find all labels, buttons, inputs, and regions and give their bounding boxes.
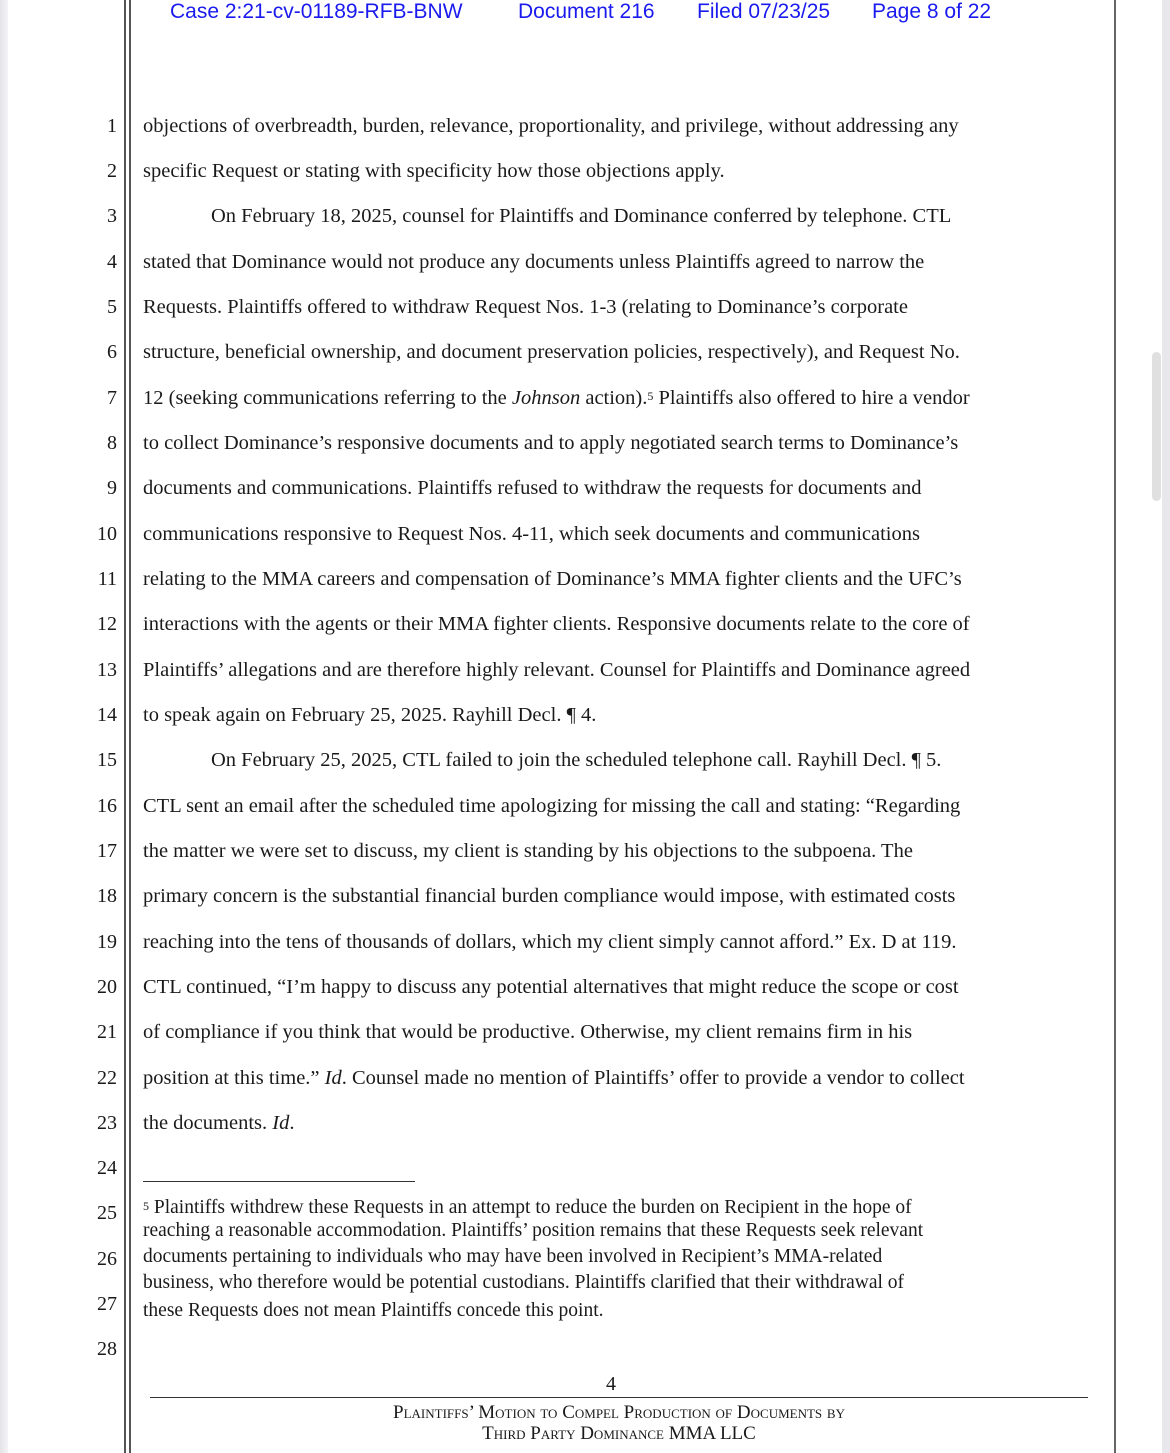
text-run: Plaintiffs also offered to hire a vendor (653, 387, 970, 409)
footnote-line: these Requests does not mean Plaintiffs concede this point. (143, 1300, 604, 1321)
text-run: . Counsel made no mention of Plaintiffs’ offer to provide a vendor to collect (341, 1067, 965, 1089)
viewer-left-gutter (0, 0, 8, 1453)
line-number: 4 (107, 251, 117, 273)
text-run: Plaintiffs withdrew these Requests in an attempt to reduce the burden on Recipient in the hope of (149, 1197, 912, 1218)
citation-italic: Id (272, 1112, 290, 1134)
text-run: 12 (seeking communications referring to the (143, 387, 512, 409)
line-number: 21 (97, 1021, 117, 1043)
page-margin-rule (124, 0, 126, 1453)
case-name-italic: Johnson (511, 387, 581, 409)
body-line: communications responsive to Request Nos. 4-11, which seek documents and communications (143, 523, 920, 545)
page-margin-rule-right (1114, 0, 1116, 1453)
paragraph-start: On February 18, 2025, counsel for Plaintiffs and Dominance conferred by telephone. CTL (211, 205, 952, 227)
line-number: 17 (97, 840, 117, 862)
body-line: objections of overbreadth, burden, relevance, proportionality, and privilege, without addressing any (143, 115, 959, 137)
line-number: 23 (97, 1112, 117, 1134)
footer-title-line: Third Party Dominance MMA LLC (482, 1423, 756, 1444)
line-number: 13 (97, 659, 117, 681)
line-number: 19 (97, 931, 117, 953)
body-line: the matter we were set to discuss, my client is standing by his objections to the subpoena. The (143, 840, 913, 862)
footnote-line: reaching a reasonable accommodation. Plaintiffs’ position remains that these Requests seek relevant (143, 1220, 924, 1241)
line-number: 20 (97, 976, 117, 998)
body-line: specific Request or stating with specificity how those objections apply. (143, 160, 725, 182)
body-line: CTL continued, “I’m happy to discuss any potential alternatives that might reduce the scope or cost (143, 976, 959, 998)
body-line (143, 1066, 965, 1090)
line-number: 27 (97, 1293, 117, 1315)
line-number: 5 (107, 296, 117, 318)
text-run: position at this time.” (143, 1067, 325, 1089)
body-line: to speak again on February 25, 2025. Rayhill Decl. ¶ 4. (143, 704, 597, 726)
page-indicator: Page 8 of 22 (872, 0, 992, 23)
page-margin-rule (129, 0, 131, 1453)
body-line: relating to the MMA careers and compensation of Dominance’s MMA fighter clients and the UFC’s (143, 568, 962, 590)
line-number: 8 (107, 432, 117, 454)
body-line: documents and communications. Plaintiffs refused to withdraw the requests for documents and (143, 477, 922, 499)
body-line: interactions with the agents or their MMA fighter clients. Responsive documents relate to the core of (143, 613, 970, 635)
line-number: 14 (97, 704, 117, 726)
line-number: 25 (97, 1202, 117, 1224)
viewer-right-gutter (1162, 0, 1170, 1453)
text-run: . (289, 1112, 295, 1134)
line-number: 1 (107, 115, 117, 137)
document-number: Document 216 (518, 0, 655, 23)
line-number: 11 (97, 568, 117, 590)
line-number: 2 (107, 160, 117, 182)
line-number: 9 (107, 477, 117, 499)
body-line: Requests. Plaintiffs offered to withdraw Request Nos. 1-3 (relating to Dominance’s corporate (143, 296, 908, 318)
body-line: primary concern is the substantial financial burden compliance would impose, with estimated costs (143, 885, 956, 907)
body-line: to collect Dominance’s responsive documents and to apply negotiated search terms to Dominance’s (143, 432, 959, 454)
footnote-separator (143, 1181, 415, 1182)
citation-italic: Id (324, 1067, 342, 1089)
line-number: 22 (97, 1067, 117, 1089)
text-run: the documents. (143, 1112, 273, 1134)
body-line: CTL sent an email after the scheduled time apologizing for missing the call and stating: “Regarding (143, 795, 961, 817)
line-number: 18 (97, 885, 117, 907)
text-run: action). (580, 387, 648, 409)
body-line: reaching into the tens of thousands of dollars, which my client simply cannot afford.” Ex. D at 119. (143, 931, 957, 953)
footer-rule (150, 1397, 1088, 1398)
line-number: 28 (97, 1338, 117, 1360)
body-line (143, 1111, 294, 1135)
line-number: 16 (97, 795, 117, 817)
body-line: of compliance if you think that would be productive. Otherwise, my client remains firm in his (143, 1021, 913, 1043)
line-number: 24 (97, 1157, 117, 1179)
body-line: Plaintiffs’ allegations and are therefore highly relevant. Counsel for Plaintiffs and Dominance agreed (143, 659, 971, 681)
footnote-reference[interactable]: 5 (647, 389, 654, 403)
filed-date: Filed 07/23/25 (697, 0, 831, 23)
body-line (143, 386, 970, 410)
line-number: 6 (107, 341, 117, 363)
scrollbar-thumb[interactable] (1152, 352, 1161, 501)
body-line: stated that Dominance would not produce any documents unless Plaintiffs agreed to narrow the (143, 251, 925, 273)
line-number: 7 (107, 387, 117, 409)
footer-title-line: Plaintiffs’ Motion to Compel Production of Documents by (393, 1402, 845, 1423)
body-line: structure, beneficial ownership, and document preservation policies, respectively), and Request No. (143, 341, 960, 363)
footnote-line: business, who therefore would be potential custodians. Plaintiffs clarified that their withdrawal of (143, 1272, 905, 1293)
case-number: Case 2:21-cv-01189-RFB-BNW (170, 0, 463, 23)
page-number: 4 (606, 1373, 616, 1395)
line-number: 26 (97, 1248, 117, 1270)
footnote-marker: 5 (143, 1199, 149, 1213)
line-number: 10 (97, 523, 117, 545)
line-number: 3 (107, 205, 117, 227)
footnote-line (143, 1197, 912, 1219)
paragraph-start: On February 25, 2025, CTL failed to join the scheduled telephone call. Rayhill Decl. ¶ 5. (211, 749, 942, 771)
footnote-line: documents pertaining to individuals who may have been involved in Recipient’s MMA-related (143, 1246, 883, 1267)
line-number: 15 (97, 749, 117, 771)
line-number: 12 (97, 613, 117, 635)
